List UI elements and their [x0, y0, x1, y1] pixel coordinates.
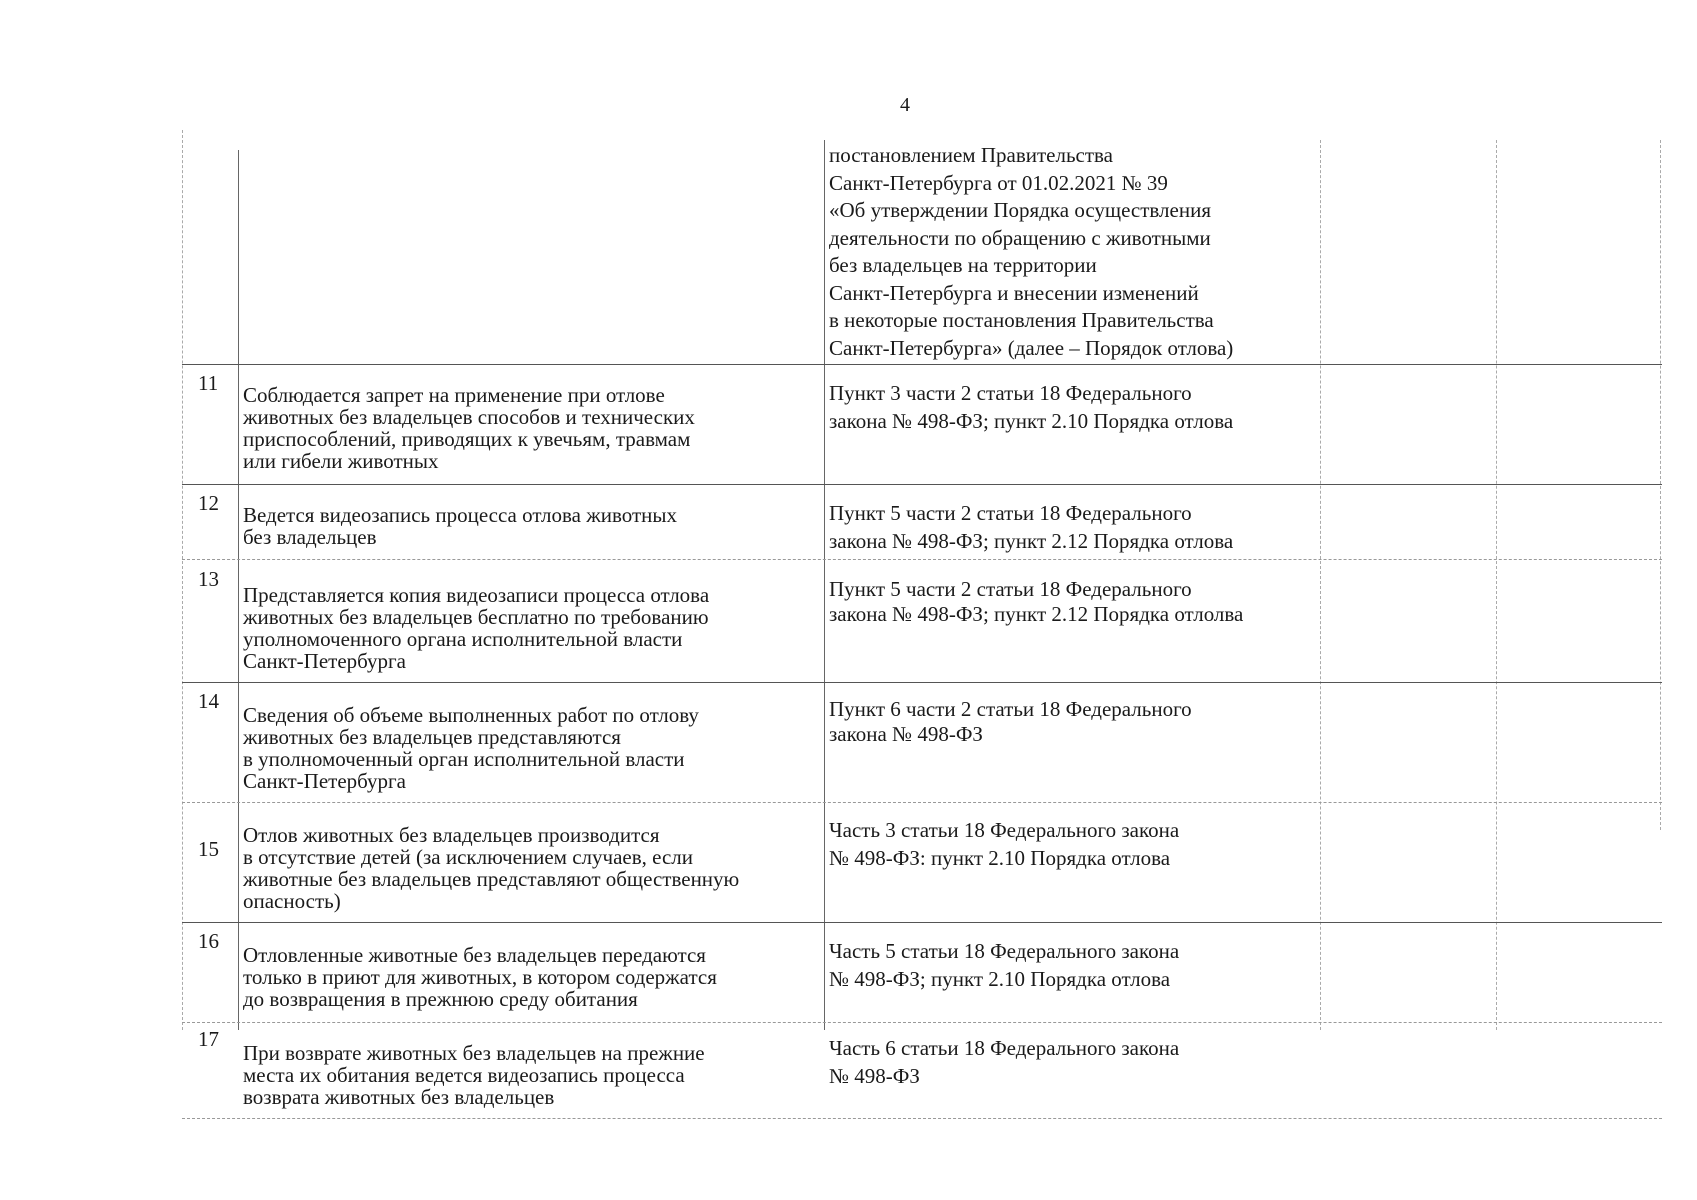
requirement-line: возврата животных без владельцев — [243, 1085, 555, 1109]
requirement-line: в отсутствие детей (за исключением случаев, если — [243, 845, 694, 869]
requirement-line: Санкт-Петербурга — [243, 769, 406, 793]
row-number: 15 — [198, 837, 219, 861]
requirement-line: приспособлений, приводящих к увечьям, травмам — [243, 427, 691, 451]
requirement-line: места их обитания ведется видеозапись процесса — [243, 1063, 685, 1087]
requirement-line: животных без владельцев бесплатно по требованию — [243, 605, 709, 629]
reference-line: Пункт 5 части 2 статьи 18 Федерального — [829, 501, 1192, 525]
requirement-line: опасность) — [243, 889, 341, 913]
legal-reference — [829, 938, 1334, 993]
requirement-text — [243, 824, 823, 912]
reference-line: Пункт 6 части 2 статьи 18 Федерального — [829, 697, 1192, 721]
row-number: 11 — [198, 371, 219, 395]
requirement-line: Отловленные животные без владельцев передаются — [243, 943, 706, 967]
legal-reference — [829, 697, 1334, 747]
reference-line: Часть 6 статьи 18 Федерального закона — [829, 1036, 1180, 1060]
continuation-line: в некоторые постановления Правительства — [829, 308, 1214, 332]
requirement-text — [243, 944, 823, 1010]
requirement-line: При возврате животных без владельцев на прежние — [243, 1041, 705, 1065]
requirement-line: животных без владельцев представляются — [243, 725, 621, 749]
row-number: 12 — [198, 491, 219, 515]
continuation-line: деятельности по обращению с животными — [829, 225, 1211, 250]
legal-reference — [829, 1035, 1334, 1090]
reference-line: закона № 498-ФЗ; пункт 2.12 Порядка отлова — [829, 528, 1234, 553]
legal-reference — [829, 380, 1334, 435]
reference-line: Пункт 3 части 2 статьи 18 Федерального — [829, 381, 1192, 405]
requirement-text — [243, 504, 823, 548]
continuation-line: постановлением Правительства — [829, 143, 1114, 167]
requirement-line: Соблюдается запрет на применение при отлове — [243, 383, 665, 407]
requirement-line: животных без владельцев способов и технических — [243, 405, 695, 429]
requirement-text — [243, 384, 823, 472]
legal-reference — [829, 500, 1334, 555]
reference-line: № 498-ФЗ; пункт 2.10 Порядка отлова — [829, 966, 1171, 991]
continuation-line: Санкт-Петербурга от 01.02.2021 № 39 — [829, 170, 1168, 195]
requirement-line: без владельцев — [243, 525, 377, 549]
reference-line: Часть 5 статьи 18 Федерального закона — [829, 939, 1180, 963]
continuation-line: «Об утверждении Порядка осуществления — [829, 198, 1211, 222]
legal-reference — [829, 577, 1334, 627]
requirement-line: уполномоченного органа исполнительной власти — [243, 627, 683, 651]
reference-line: № 498-ФЗ: пункт 2.10 Порядка отлова — [829, 845, 1171, 870]
requirement-text — [243, 1042, 823, 1108]
row-number: 17 — [198, 1027, 219, 1051]
continuation-reference — [829, 142, 1334, 362]
requirement-text — [243, 704, 823, 792]
continuation-line: Санкт-Петербурга» (далее – Порядок отлова) — [829, 335, 1234, 360]
page-number: 4 — [900, 94, 910, 116]
requirement-line: Представляется копия видеозаписи процесса отлова — [243, 583, 710, 607]
requirement-line: в уполномоченный орган исполнительной власти — [243, 747, 685, 771]
reference-line: закона № 498-ФЗ — [829, 722, 983, 746]
row-number: 16 — [198, 929, 219, 953]
continuation-line: без владельцев на территории — [829, 253, 1097, 277]
requirement-text — [243, 584, 823, 672]
reference-line: закона № 498-ФЗ; пункт 2.10 Порядка отлова — [829, 408, 1234, 433]
reference-line: Часть 3 статьи 18 Федерального закона — [829, 818, 1180, 842]
row-number: 14 — [198, 689, 219, 713]
reference-line: № 498-ФЗ — [829, 1063, 920, 1088]
requirement-line: Сведения об объеме выполненных работ по отлову — [243, 703, 699, 727]
requirement-line: только в приют для животных, в котором содержатся — [243, 965, 717, 989]
reference-line: закона № 498-ФЗ; пункт 2.12 Порядка отлолва — [829, 602, 1244, 626]
requirement-line: животные без владельцев представляют общественную — [243, 867, 740, 891]
requirement-line: Ведется видеозапись процесса отлова животных — [243, 503, 677, 527]
requirement-line: Санкт-Петербурга — [243, 649, 406, 673]
continuation-line: Санкт-Петербурга и внесении изменений — [829, 280, 1199, 305]
row-number: 13 — [198, 567, 219, 591]
requirement-line: или гибели животных — [243, 449, 439, 473]
requirement-line: Отлов животных без владельцев производится — [243, 823, 660, 847]
legal-reference — [829, 817, 1334, 872]
reference-line: Пункт 5 части 2 статьи 18 Федерального — [829, 577, 1192, 601]
requirement-line: до возвращения в прежнюю среду обитания — [243, 987, 638, 1011]
